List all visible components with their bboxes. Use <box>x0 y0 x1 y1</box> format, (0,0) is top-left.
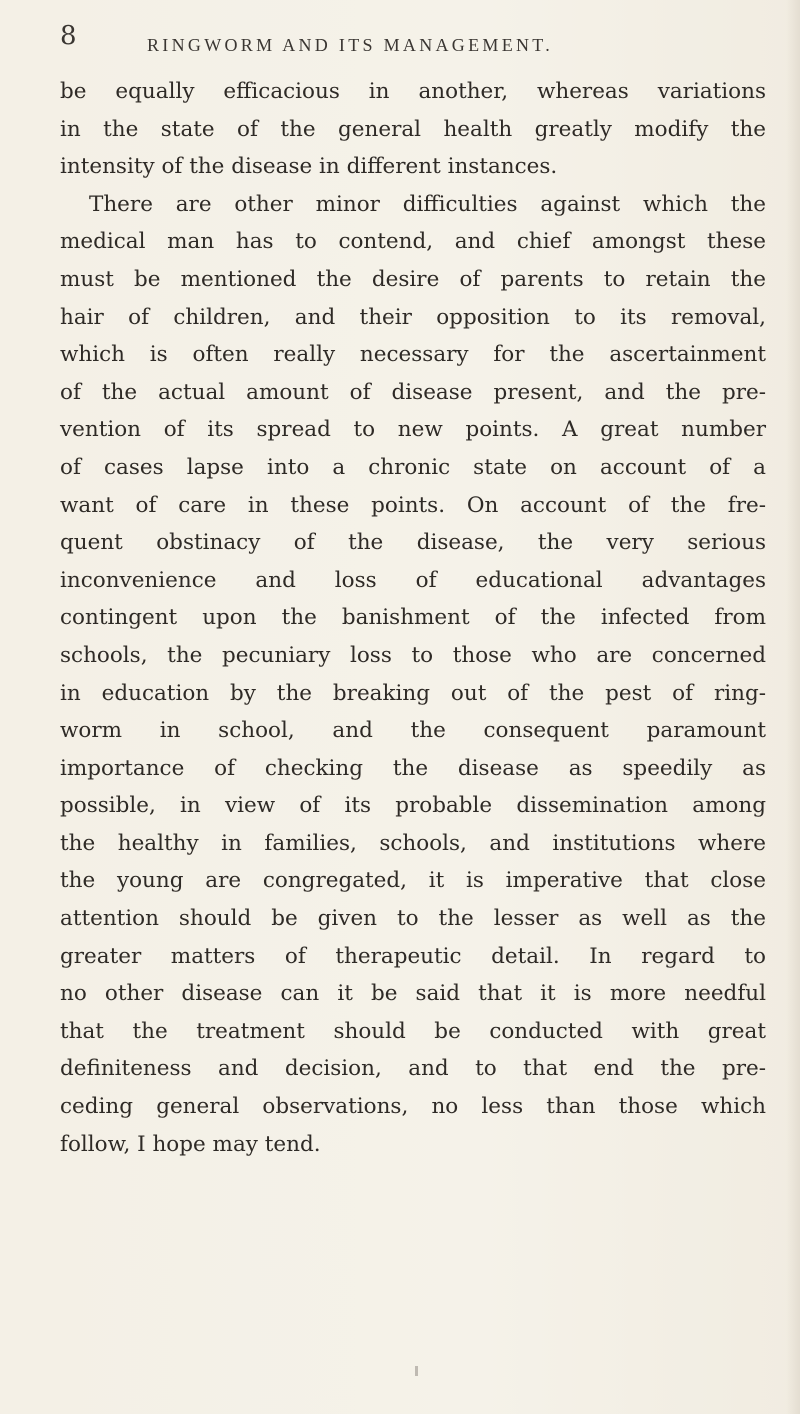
text-line: that the treatment should be conducted with great <box>60 1018 766 1044</box>
text-line: importance of checking the disease as speedily as <box>60 755 766 781</box>
text-line: worm in school, and the consequent paramount <box>60 718 766 744</box>
text-line: of the actual amount of disease present, and the pre- <box>60 379 766 405</box>
page-edge-shadow <box>786 0 800 1414</box>
ink-speck <box>415 1366 418 1376</box>
running-title: RINGWORM AND ITS MANAGEMENT. <box>147 35 554 55</box>
body-text <box>60 73 780 1163</box>
text-line: no other disease can it be said that it is more needful <box>60 981 766 1007</box>
text-line: inconvenience and loss of educational advantages <box>60 567 766 593</box>
text-line: intensity of the disease in different instances. <box>60 154 558 180</box>
text-line: ceding general observations, no less than those which <box>60 1094 766 1120</box>
text-line: hair of children, and their opposition to its removal, <box>60 304 766 330</box>
text-line: the young are congregated, it is imperative that close <box>60 868 766 894</box>
text-line: be equally efficacious in another, whereas variations <box>60 79 766 104</box>
text-line: attention should be given to the lesser as well as the <box>60 906 766 932</box>
text-line: contingent upon the banishment of the infected from <box>60 605 766 631</box>
text-line: of cases lapse into a chronic state on account of a <box>60 454 766 480</box>
text-line: follow, I hope may tend. <box>60 1131 321 1157</box>
text-line: in education by the breaking out of the pest of ring- <box>60 680 766 706</box>
text-line: quent obstinacy of the disease, the very serious <box>60 530 766 556</box>
text-line: must be mentioned the desire of parents to retain the <box>60 266 766 292</box>
text-line: in the state of the general health greatly modify the <box>60 116 766 142</box>
text-line: the healthy in families, schools, and institutions where <box>60 830 766 856</box>
text-line: medical man has to contend, and chief amongst these <box>60 229 766 255</box>
text-line: There are other minor difficulties against which the <box>89 191 766 217</box>
text-line: schools, the pecuniary loss to those who are concerned <box>60 642 766 668</box>
text-line: possible, in view of its probable dissemination among <box>60 793 766 819</box>
text-line: want of care in these points. On account of the fre- <box>60 492 766 518</box>
page-header <box>60 14 760 54</box>
text-line: which is often really necessary for the ascertainment <box>60 342 766 368</box>
text-line: vention of its spread to new points. A great number <box>60 417 766 443</box>
text-line: definiteness and decision, and to that end the pre- <box>60 1056 766 1082</box>
page-number: 8 <box>60 21 77 51</box>
text-line: greater matters of therapeutic detail. In regard to <box>60 943 766 969</box>
